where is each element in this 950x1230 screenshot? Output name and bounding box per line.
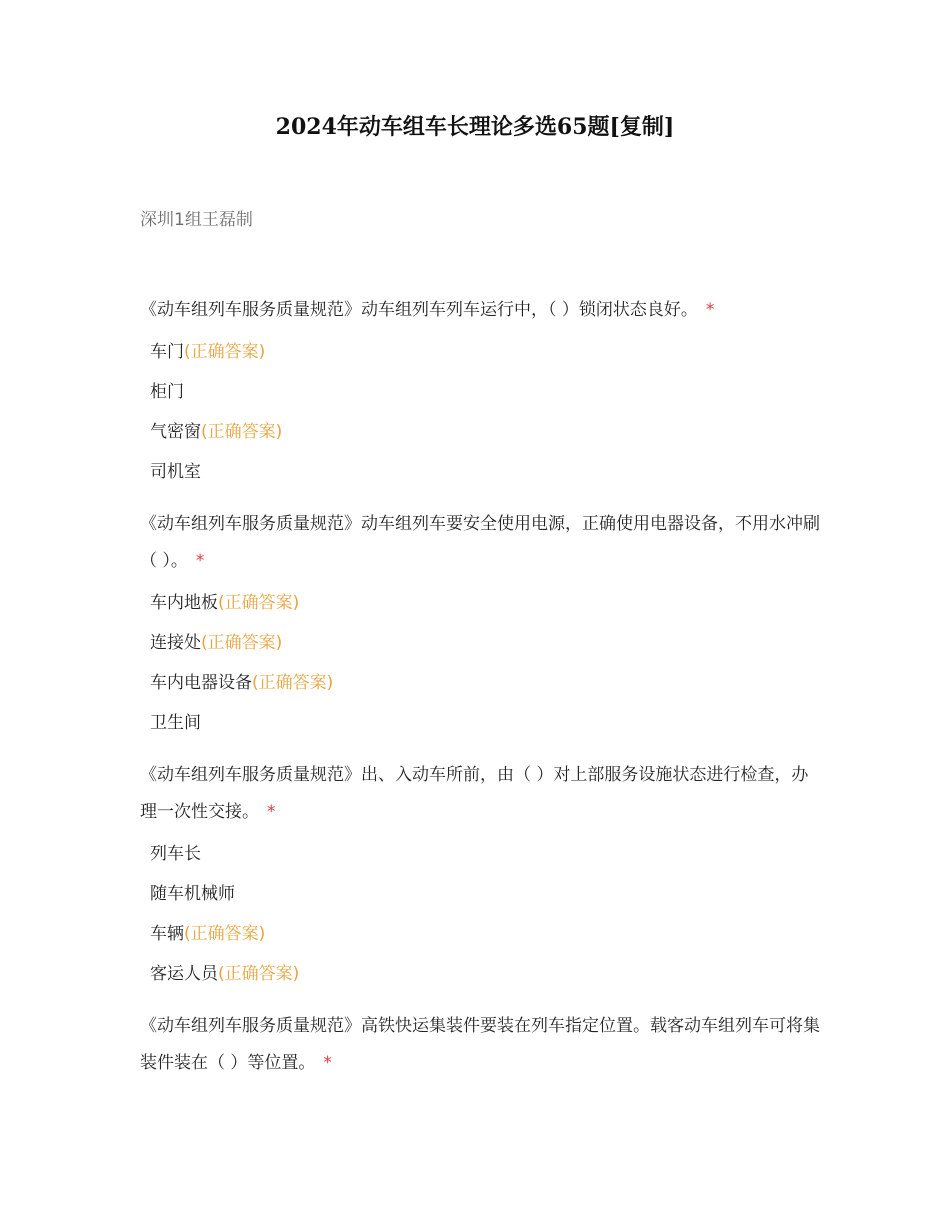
correct-answer-mark: (正确答案): [218, 593, 300, 613]
answer-option: [140, 332, 820, 372]
question-text: [140, 292, 820, 329]
question-text: [140, 757, 820, 831]
option-label: 随车机械师: [150, 884, 235, 904]
question-label: 《动车组列车服务质量规范》动车组列车列车运行中，（ ）锁闭状态良好。: [140, 300, 698, 320]
option-label: 柜门: [150, 382, 184, 402]
option-label: 客运人员: [150, 964, 218, 984]
option-label: 卫生间: [150, 713, 201, 733]
required-star: *: [705, 300, 715, 320]
document-subtitle: 深圳1组王磊制: [140, 210, 253, 230]
required-star: *: [195, 551, 205, 571]
correct-answer-mark: (正确答案): [201, 422, 283, 442]
correct-answer-mark: (正确答案): [201, 633, 283, 653]
answer-option: [140, 412, 820, 452]
answer-option: [140, 954, 820, 994]
answer-option: [140, 372, 820, 412]
question-block: [140, 506, 820, 743]
page-title: 2024年动车组车长理论多选65题[复制]: [275, 114, 675, 140]
answer-option: [140, 623, 820, 663]
correct-answer-mark: (正确答案): [184, 342, 266, 362]
question-block: [140, 292, 820, 492]
required-star: *: [323, 1053, 332, 1073]
correct-answer-mark: (正确答案): [218, 964, 300, 984]
question-block: [140, 1008, 820, 1082]
correct-answer-mark: (正确答案): [184, 924, 266, 944]
option-label: 车内电器设备: [150, 673, 252, 693]
option-label: 车内地板: [150, 593, 218, 613]
answer-option: [140, 703, 820, 743]
question-text: [140, 506, 820, 580]
option-label: 连接处: [150, 633, 201, 653]
correct-answer-mark: (正确答案): [252, 673, 334, 693]
answer-option: [140, 663, 820, 703]
option-label: 司机室: [150, 462, 201, 482]
question-block: [140, 757, 820, 994]
option-label: 列车长: [150, 844, 201, 864]
answer-option: [140, 914, 820, 954]
answer-option: [140, 874, 820, 914]
question-list: [140, 292, 820, 1096]
question-label: 《动车组列车服务质量规范》高铁快运集装件要装在列车指定位置。载客动车组列车可将集装件装在（ ）等位置。: [140, 1016, 820, 1073]
answer-option: [140, 452, 820, 492]
option-label: 车辆: [150, 924, 184, 944]
answer-option: [140, 834, 820, 874]
question-text: [140, 1008, 820, 1082]
required-star: *: [267, 802, 276, 822]
question-label: 《动车组列车服务质量规范》出、入动车所前，由（ ）对上部服务设施状态进行检查，办理一次性交接。: [140, 765, 809, 822]
option-label: 车门: [150, 342, 184, 362]
option-label: 气密窗: [150, 422, 201, 442]
answer-option: [140, 583, 820, 623]
question-label: 《动车组列车服务质量规范》动车组列车要安全使用电源，正确使用电器设备，不用水冲刷（ ）。: [140, 514, 820, 571]
